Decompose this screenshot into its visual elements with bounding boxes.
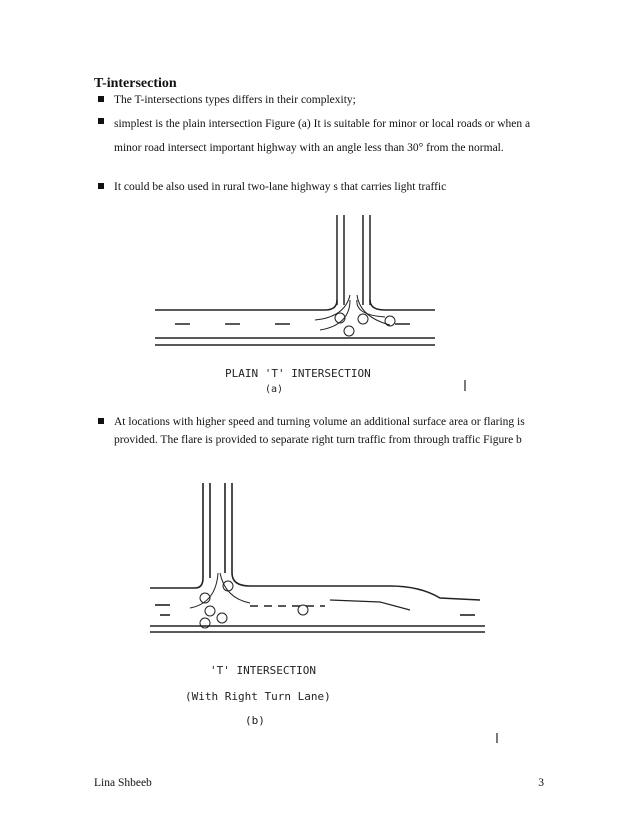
page-number: 3 — [538, 777, 544, 789]
footer-author: Lina Shbeeb — [94, 777, 152, 789]
bullet-text: simplest is the plain intersection Figure (a) It is suitable for minor or local roads or when a minor road intersect important highway with an angle less than 30° from the normal. — [114, 118, 531, 154]
figure-b-caption: 'T' INTERSECTION — [210, 664, 316, 677]
figure-b-label: (b) — [245, 714, 265, 727]
figure-a-caption: PLAIN 'T' INTERSECTION — [225, 367, 371, 380]
bullet-square-icon — [98, 183, 104, 189]
bullet-square-icon — [98, 418, 104, 424]
section-heading: T-intersection — [94, 76, 177, 91]
figure-a-diagram — [145, 205, 485, 395]
bullet-square-icon — [98, 118, 104, 124]
bullet-text: At locations with higher speed and turning volume an additional surface area or flaring is provided. The flare is provided to separate right turn traffic from through traffic Figure b — [114, 416, 525, 446]
figure-b-diagram — [140, 478, 510, 743]
bullet-text: The T-intersections types differs in their complexity; — [114, 94, 356, 106]
figure-a-label: (a) — [265, 384, 284, 395]
bullet-text: It could be also used in rural two-lane highway s that carries light traffic — [114, 181, 447, 193]
figure-b-subcaption: (With Right Turn Lane) — [185, 690, 331, 703]
bullet-square-icon — [98, 96, 104, 102]
